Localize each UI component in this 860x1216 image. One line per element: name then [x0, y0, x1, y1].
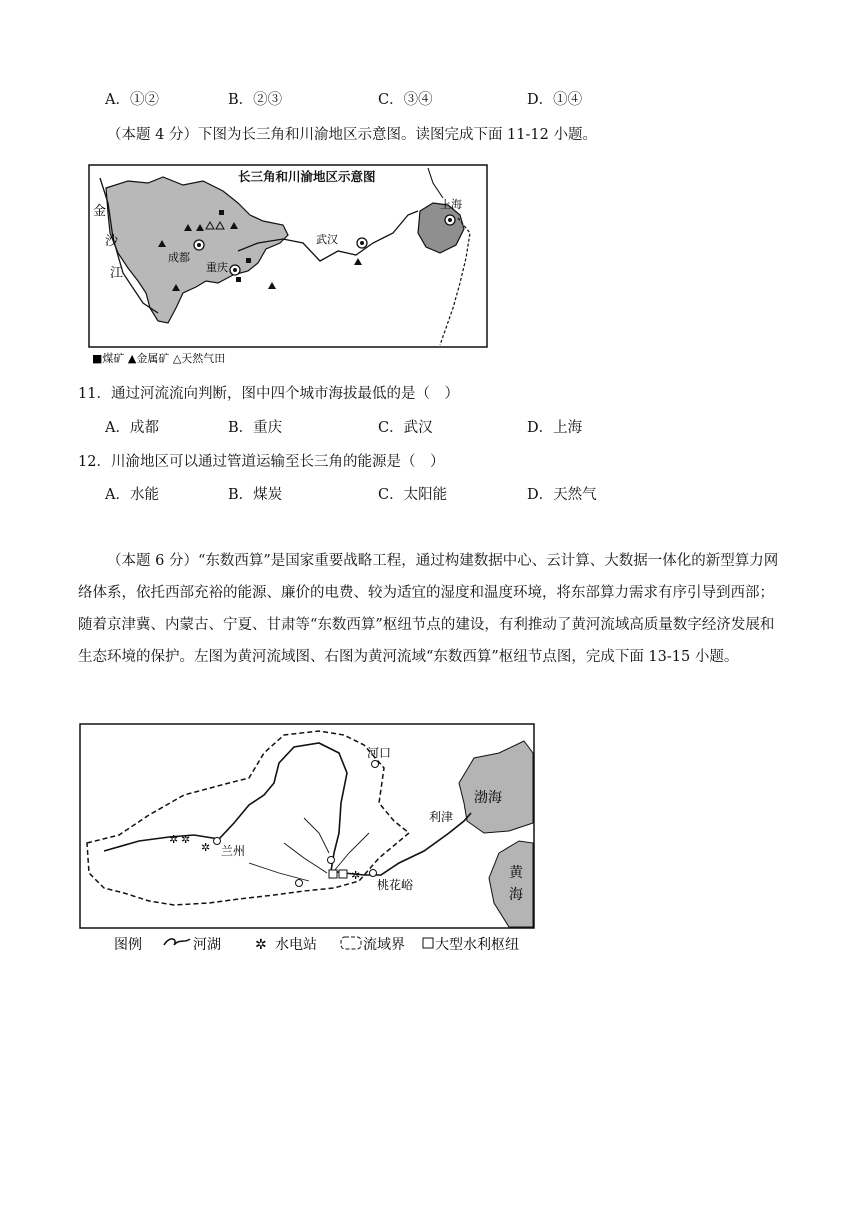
hydro-station-icon: ✲ [169, 833, 179, 846]
city-shanghai: 上海 [440, 198, 462, 211]
legend-boundary: 流域界 [363, 937, 405, 953]
hub-icon [339, 870, 347, 878]
legend-title: 图例 [114, 937, 142, 953]
legend-boundary-icon [341, 937, 361, 949]
q11-option-a: A．成都 [105, 420, 159, 436]
q12-option-a: A．水能 [105, 487, 159, 503]
q11-option-c: C．武汉 [378, 420, 433, 436]
lanzhou-marker [214, 838, 221, 845]
hydro-station-icon: ✲ [201, 841, 211, 854]
q11-stem: 11．通过河流流向判断，图中四个城市海拔最低的是（ ） [78, 386, 459, 402]
node-marker [328, 857, 335, 864]
q10-option-c: C．③④ [378, 92, 433, 108]
hub-icon [329, 870, 337, 878]
map2-frame [80, 724, 534, 928]
legend-hydro: 水电站 [275, 937, 317, 953]
hydro-station-icon: ✲ [351, 869, 361, 882]
city-wuhan: 武汉 [316, 233, 338, 246]
svg-text:海: 海 [509, 887, 523, 903]
coal-mine-symbol [246, 258, 251, 263]
place-taohuayu: 桃花峪 [377, 878, 414, 892]
q12-option-b: B．煤炭 [228, 487, 283, 503]
q10-option-d: D．①④ [527, 92, 583, 108]
hekou-marker [372, 761, 379, 768]
q12-stem: 12．川渝地区可以通过管道运输至长三角的能源是（ ） [78, 454, 445, 470]
city-chongqing: 重庆 [206, 261, 228, 274]
place-hekou: 河口 [367, 746, 392, 760]
coal-mine-symbol [219, 210, 224, 215]
river-char-2: 沙 [105, 234, 119, 249]
map1-title: 长三角和川渝地区示意图 [238, 169, 376, 184]
hydro-station-icon: ✲ [181, 833, 191, 846]
q10-option-a: A．①② [105, 92, 159, 108]
legend-river: 河湖 [193, 937, 221, 953]
svg-text:黄: 黄 [509, 865, 523, 881]
q10-option-b: B．②③ [228, 92, 283, 108]
legend-river-lake-icon [164, 939, 190, 945]
yangtze-delta-chuanyu-map [88, 163, 488, 367]
river-char-3: 江 [110, 266, 124, 281]
legend-hub-icon [423, 938, 433, 948]
q12-option-d: D．天然气 [527, 487, 597, 503]
taohuayu-marker [370, 870, 377, 877]
intro-13-15: （本题 6 分）“东数西算”是国家重要战略工程，通过构建数据中心、云计算、大数据一体化的新型算力网络体系，依托西部充裕的能源、廉价的电费、较为适宜的湿度和温度环境，将东部算力需求有序引导到西部；随着京津冀、内蒙古、宁夏、甘肃等“东数西算”枢纽节点的建设，有利推动了黄河流域高质量数字经济发展和生态环境的保护。左图为黄河流域图、右图为黄河流域“东数西算”枢纽节点图，完成下面 13-15 小题。 [78, 553, 779, 665]
intro-11-12: （本题 4 分）下图为长三角和川渝地区示意图。读图完成下面 11-12 小题。 [107, 127, 597, 143]
place-lijin: 利津 [429, 810, 454, 824]
place-lanzhou: 兰州 [221, 844, 246, 858]
city-chengdu: 成都 [168, 251, 190, 264]
legend-hub: 大型水利枢纽 [435, 937, 519, 953]
legend-hydro-icon: ✲ [255, 937, 267, 953]
sea-bohai: 渤海 [474, 790, 502, 806]
yellow-river-basin-map [79, 723, 539, 959]
coal-mine-symbol [236, 277, 241, 282]
map1-legend: ■煤矿 ▲金属矿 △天然气田 [92, 352, 226, 365]
node-marker [296, 880, 303, 887]
q11-option-d: D．上海 [527, 420, 583, 436]
q11-option-b: B．重庆 [228, 420, 283, 436]
river-char-1: 金 [93, 204, 107, 219]
q12-option-c: C．太阳能 [378, 487, 448, 503]
